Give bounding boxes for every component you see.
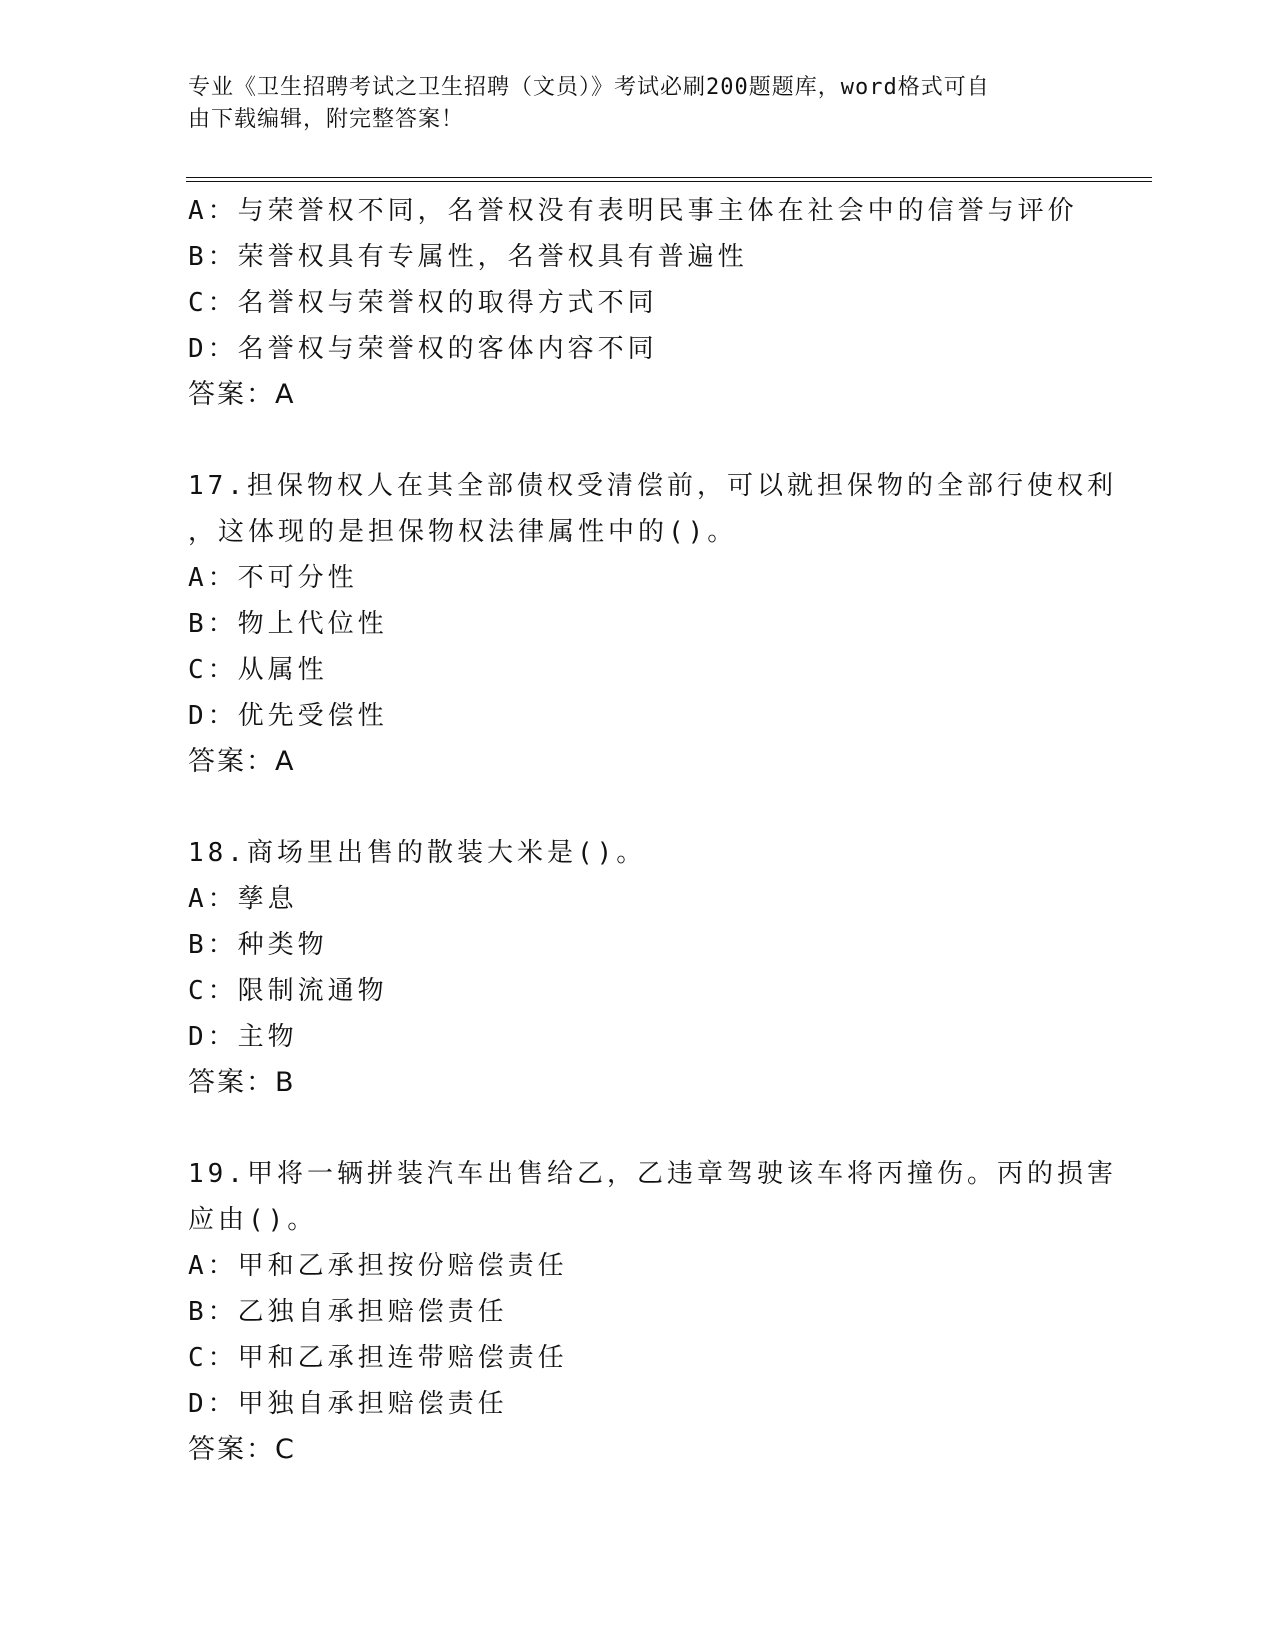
option-b: B：种类物 <box>188 930 328 960</box>
option-a: A：孳息 <box>188 884 298 914</box>
option-b: B：荣誉权具有专属性，名誉权具有普遍性 <box>188 242 748 272</box>
question-list <box>188 188 1117 1473</box>
document-header <box>188 72 1068 136</box>
option-a: A：与荣誉权不同，名誉权没有表明民事主体在社会中的信誉与评价 <box>188 196 1078 226</box>
answer-line: 答案：B <box>188 1067 296 1098</box>
option-d: D：名誉权与荣誉权的客体内容不同 <box>188 334 658 364</box>
option-d: D：主物 <box>188 1022 298 1052</box>
option-b: B：乙独自承担赔偿责任 <box>188 1297 508 1327</box>
option-c: C：甲和乙承担连带赔偿责任 <box>188 1343 568 1373</box>
question-stem-cont: 应由()。 <box>188 1205 318 1235</box>
question-16 <box>188 188 1088 418</box>
question-stem-cont: ，这体现的是担保物权法律属性中的()。 <box>188 517 738 547</box>
option-a: A：不可分性 <box>188 563 358 593</box>
answer-line: 答案：A <box>188 746 296 777</box>
option-c: C：限制流通物 <box>188 976 388 1006</box>
option-c: C：名誉权与荣誉权的取得方式不同 <box>188 288 658 318</box>
option-a: A：甲和乙承担按份赔偿责任 <box>188 1251 568 1281</box>
header-line-2: 由下载编辑，附完整答案！ <box>188 107 465 132</box>
question-18 <box>188 830 1088 1106</box>
question-stem: 17.担保物权人在其全部债权受清偿前，可以就担保物的全部行使权利 <box>188 471 1117 501</box>
question-stem: 18.商场里出售的散装大米是()。 <box>188 838 647 868</box>
option-b: B：物上代位性 <box>188 609 388 639</box>
question-stem: 19.甲将一辆拼装汽车出售给乙，乙违章驾驶该车将丙撞伤。丙的损害 <box>188 1159 1117 1189</box>
option-c: C：从属性 <box>188 655 328 685</box>
option-d: D：优先受偿性 <box>188 701 388 731</box>
question-17 <box>188 463 1117 785</box>
header-divider <box>186 177 1152 182</box>
answer-line: 答案：A <box>188 379 296 410</box>
answer-line: 答案：C <box>188 1434 296 1465</box>
question-19 <box>188 1151 1117 1473</box>
option-d: D：甲独自承担赔偿责任 <box>188 1389 508 1419</box>
header-line-1: 专业《卫生招聘考试之卫生招聘（文员）》考试必刷200题题库，word格式可自 <box>188 75 990 100</box>
